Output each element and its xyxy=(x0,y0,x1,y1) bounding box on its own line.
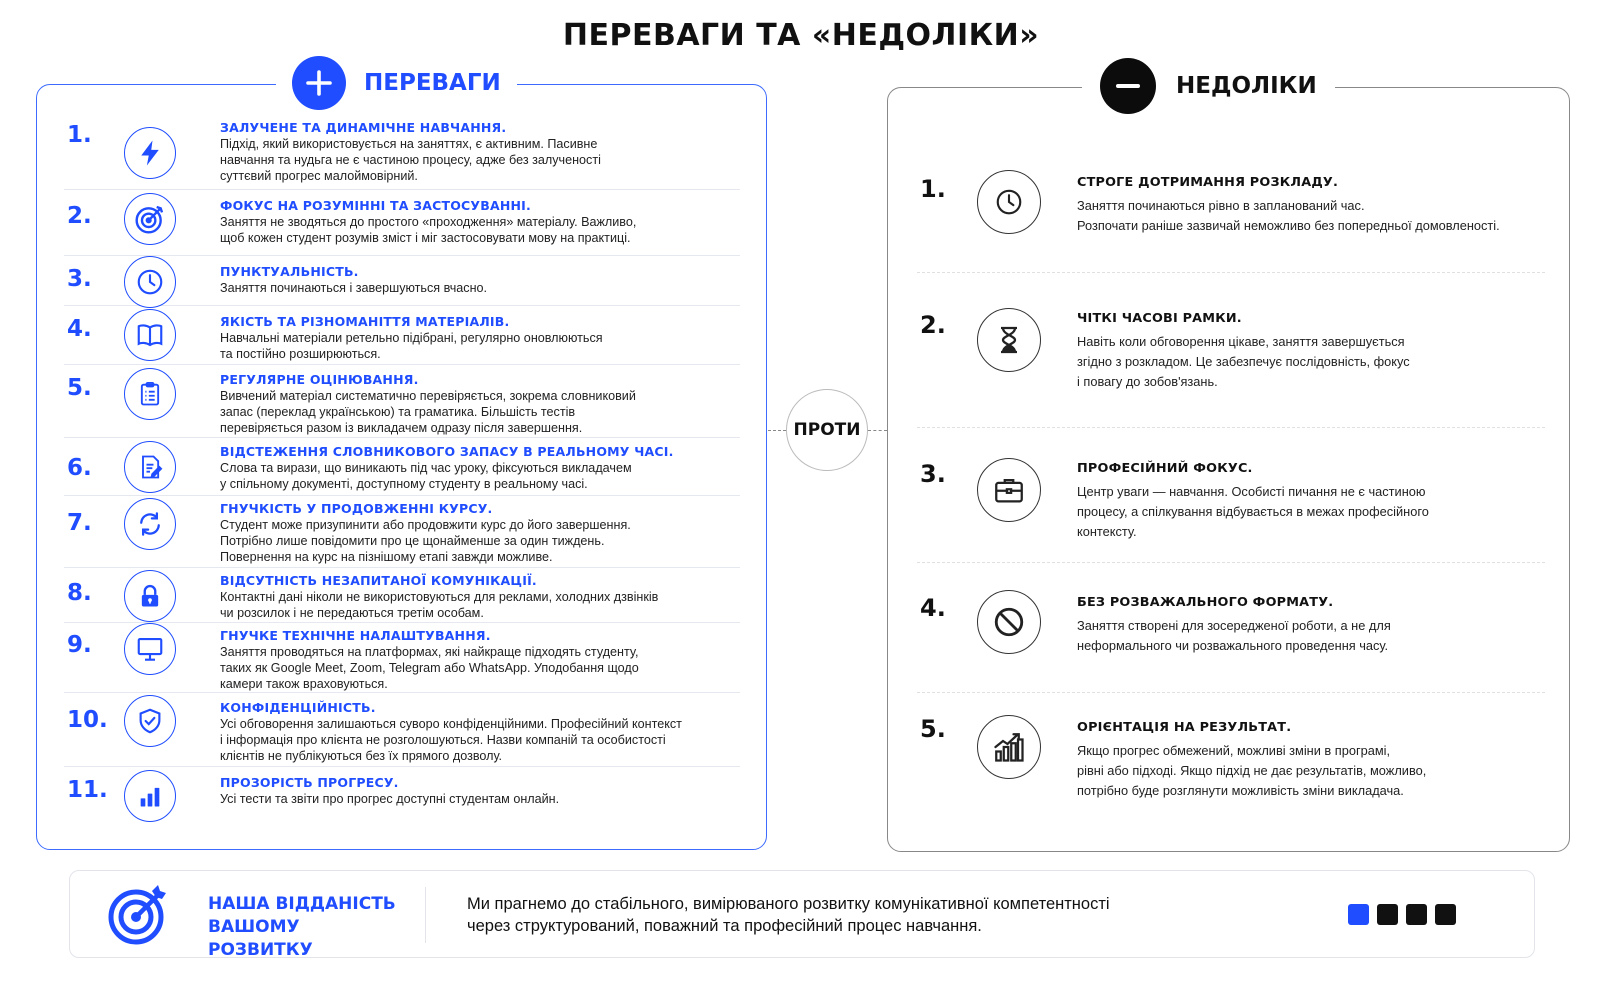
advantage-title: ГНУЧКІСТЬ У ПРОДОВЖЕННІ КУРСУ. xyxy=(220,501,493,516)
disadvantage-item xyxy=(917,170,1547,250)
advantage-desc-line: Заняття не зводяться до простого «проходження» матеріалу. Важливо, xyxy=(220,215,637,229)
disadvantage-item xyxy=(917,715,1547,798)
advantage-desc-line: та постійно розширюються. xyxy=(220,347,381,361)
advantage-title: РЕГУЛЯРНЕ ОЦІНЮВАННЯ. xyxy=(220,372,419,387)
advantage-desc-line: перевіряється разом із викладачем одразу після завершення. xyxy=(220,421,583,435)
advantage-number: 9. xyxy=(67,632,92,658)
advantage-desc-line: Навчальні матеріали ретельно підібрані, регулярно оновлюються xyxy=(220,331,603,345)
advantage-desc-line: суттєвий прогрес малоймовірний. xyxy=(220,169,418,183)
advantage-text xyxy=(220,627,740,692)
advantage-desc-line: Вивчений матеріал систематично перевіряється, зокрема словниковий xyxy=(220,389,636,403)
disadvantage-number: 5. xyxy=(920,715,946,743)
disadvantage-item xyxy=(917,456,1547,539)
advantage-number: 7. xyxy=(67,510,92,536)
advantage-desc-line: Слова та вирази, що виникають під час уроку, фіксуються викладачем xyxy=(220,461,632,475)
advantage-desc-line: Заняття проводяться на платформах, які найкраще підходять студенту, xyxy=(220,645,639,659)
advantage-title: ВІДСУТНІСТЬ НЕЗАПИТАНОЇ КОМУНІКАЦІЇ. xyxy=(220,573,537,588)
advantages-header xyxy=(276,55,517,111)
disadvantage-text xyxy=(1077,460,1547,542)
prohibited-icon xyxy=(977,590,1041,654)
advantage-title: ФОКУС НА РОЗУМІННІ ТА ЗАСТОСУВАННІ. xyxy=(220,198,531,213)
commitment-title-line: НАША ВІДДАНІСТЬ xyxy=(208,894,396,914)
advantage-item xyxy=(64,306,740,365)
advantage-item xyxy=(64,438,740,496)
advantage-desc-line: камери також враховуються. xyxy=(220,677,388,691)
disadvantage-number: 3. xyxy=(920,460,946,488)
advantage-item xyxy=(64,623,740,693)
target-arrow-icon xyxy=(106,883,170,947)
connector-right xyxy=(868,430,887,431)
target-icon xyxy=(124,193,176,245)
advantage-desc-line: щоб кожен студент розумів зміст і міг застосовувати мову на практиці. xyxy=(220,231,631,245)
disadvantage-desc-line: Заняття починаються рівно в запланований час. xyxy=(1077,198,1365,213)
shield-check-icon xyxy=(124,695,176,747)
disadvantage-desc-line: Заняття створені для зосередженої роботи, а не для xyxy=(1077,618,1391,633)
connector-left xyxy=(768,430,786,431)
disadvantages-heading: НЕДОЛІКИ xyxy=(1176,73,1317,99)
book-icon xyxy=(124,309,176,361)
growth-chart-icon xyxy=(977,715,1041,779)
disadvantage-text xyxy=(1077,310,1547,392)
advantage-item xyxy=(64,190,740,256)
disadvantage-separator xyxy=(917,272,1545,273)
disadvantages-header xyxy=(1082,57,1335,115)
advantage-desc-line: Підхід, який використовується на заняттях, є активним. Пасивне xyxy=(220,137,598,151)
advantage-number: 2. xyxy=(67,203,92,229)
disadvantage-title: ЧІТКІ ЧАСОВІ РАМКИ. xyxy=(1077,311,1242,326)
disadvantage-item xyxy=(917,590,1547,670)
advantage-number: 8. xyxy=(67,580,92,606)
advantage-text xyxy=(220,500,740,565)
disadvantage-number: 4. xyxy=(920,594,946,622)
disadvantage-text xyxy=(1077,174,1547,236)
advantage-desc-line: запас (переклад українською) та граматика. Більшість тестів xyxy=(220,405,576,419)
advantage-desc-line: Заняття починаються і завершуються вчасно. xyxy=(220,281,488,295)
advantage-title: ПУНКТУАЛЬНІСТЬ. xyxy=(220,264,359,279)
disadvantage-desc-line: процесу, а спілкування відбувається в межах професійного xyxy=(1077,504,1429,519)
advantage-desc-line: Контактні дані ніколи не використовуються для реклами, холодних дзвінків xyxy=(220,590,659,604)
footer-divider xyxy=(425,887,426,943)
document-edit-icon xyxy=(124,441,176,493)
advantage-number: 3. xyxy=(67,266,92,292)
advantage-desc-line: Усі обговорення залишаються суворо конфіденційними. Професійний контекст xyxy=(220,717,682,731)
slide-indicator xyxy=(1348,904,1456,925)
advantage-title: КОНФІДЕНЦІЙНІСТЬ. xyxy=(220,700,376,715)
clock-icon xyxy=(977,170,1041,234)
disadvantage-desc-line: згідно з розкладом. Це забезпечує послідовність, фокус xyxy=(1077,354,1410,369)
disadvantage-number: 1. xyxy=(920,175,946,203)
disadvantage-item xyxy=(917,306,1547,389)
advantage-item xyxy=(64,767,740,825)
advantage-number: 5. xyxy=(67,375,92,401)
advantage-title: ПРОЗОРІСТЬ ПРОГРЕСУ. xyxy=(220,775,399,790)
disadvantage-desc-line: Якщо прогрес обмежений, можливі зміни в програмі, xyxy=(1077,743,1391,758)
advantage-title: ВІДСТЕЖЕННЯ СЛОВНИКОВОГО ЗАПАСУ В РЕАЛЬНОМУ ЧАСІ. xyxy=(220,444,674,459)
advantage-item xyxy=(64,365,740,438)
disadvantage-desc-line: потрібно буде розглянути можливість зміни викладача. xyxy=(1077,783,1404,798)
disadvantage-desc-line: Центр уваги — навчання. Особисті пичання не є частиною xyxy=(1077,484,1426,499)
plus-icon xyxy=(292,56,346,110)
indicator-dot xyxy=(1406,904,1427,925)
disadvantage-title: БЕЗ РОЗВАЖАЛЬНОГО ФОРМАТУ. xyxy=(1077,595,1334,610)
advantage-text xyxy=(220,263,740,296)
disadvantage-separator xyxy=(917,562,1545,563)
advantage-desc-line: Усі тести та звіти про прогрес доступні студентам онлайн. xyxy=(220,792,560,806)
advantage-desc-line: у спільному документі, доступному студенту в реальному часі. xyxy=(220,477,588,491)
advantage-desc-line: клієнтів не публікуються без їх прямого дозволу. xyxy=(220,749,502,763)
monitor-icon xyxy=(124,623,176,675)
disadvantage-title: СТРОГЕ ДОТРИМАННЯ РОЗКЛАДУ. xyxy=(1077,175,1339,190)
advantage-number: 6. xyxy=(67,455,92,481)
advantage-desc-line: Студент може призупинити або продовжити курс до його завершення. xyxy=(220,518,631,532)
advantage-number: 1. xyxy=(67,122,92,148)
advantage-desc-line: Повернення на курс на пізнішому етапі завжди можливе. xyxy=(220,550,553,564)
advantage-number: 10. xyxy=(67,707,108,733)
commitment-text-line: Ми прагнемо до стабільного, вимірюваного розвитку комунікативної компетентності xyxy=(467,895,1110,913)
advantage-title: ГНУЧКЕ ТЕХНІЧНЕ НАЛАШТУВАННЯ. xyxy=(220,628,491,643)
page-title: ПЕРЕВАГИ ТА «НЕДОЛІКИ» xyxy=(562,18,1040,53)
indicator-dot xyxy=(1435,904,1456,925)
advantage-number: 11. xyxy=(67,777,108,803)
disadvantage-text xyxy=(1077,594,1547,656)
disadvantage-separator xyxy=(917,427,1545,428)
disadvantage-text xyxy=(1077,719,1547,801)
disadvantage-separator xyxy=(917,692,1545,693)
commitment-text-line: через структурований, поважний та професійний процес навчання. xyxy=(467,917,982,935)
advantage-text xyxy=(220,119,740,184)
advantage-text xyxy=(220,443,740,492)
advantage-item xyxy=(64,693,740,767)
commitment-title xyxy=(208,893,408,962)
refresh-icon xyxy=(124,498,176,550)
disadvantage-desc-line: неформального чи розважального проведення часу. xyxy=(1077,638,1389,653)
disadvantage-title: ОРІЄНТАЦІЯ НА РЕЗУЛЬТАТ. xyxy=(1077,720,1292,735)
disadvantage-desc-line: рівні або підході. Якщо підхід не дає результатів, можливо, xyxy=(1077,763,1427,778)
clipboard-icon xyxy=(124,368,176,420)
advantage-text xyxy=(220,371,740,436)
advantage-desc-line: таких як Google Meet, Zoom, Telegram або WhatsApp. Уподобання щодо xyxy=(220,661,639,675)
advantage-item xyxy=(64,112,740,190)
advantages-heading: ПЕРЕВАГИ xyxy=(364,70,501,96)
minus-icon xyxy=(1100,58,1156,114)
lightning-icon xyxy=(124,127,176,179)
hourglass-icon xyxy=(977,308,1041,372)
advantage-item xyxy=(64,568,740,623)
disadvantage-desc-line: контексту. xyxy=(1077,524,1137,539)
indicator-dot xyxy=(1348,904,1369,925)
advantage-item xyxy=(64,496,740,568)
advantage-number: 4. xyxy=(67,316,92,342)
commitment-title-line: ВАШОМУ РОЗВИТКУ xyxy=(208,917,313,960)
advantage-text xyxy=(220,197,740,246)
commitment-footer xyxy=(69,870,1535,958)
clock-icon xyxy=(124,256,176,308)
advantage-text xyxy=(220,313,740,362)
advantage-desc-line: Потрібно лише повідомити про це щонайменше за один тиждень. xyxy=(220,534,605,548)
disadvantage-number: 2. xyxy=(920,311,946,339)
disadvantage-title: ПРОФЕСІЙНИЙ ФОКУС. xyxy=(1077,461,1253,476)
advantage-text xyxy=(220,572,740,621)
disadvantage-desc-line: і повагу до зобов'язань. xyxy=(1077,374,1218,389)
advantage-desc-line: чи розсилок і не передаються третім особам. xyxy=(220,606,484,620)
advantage-desc-line: навчання та нудьга не є частиною процесу, адже без залученості xyxy=(220,153,601,167)
advantage-item xyxy=(64,256,740,306)
advantage-desc-line: і інформація про клієнта не розголошуються. Назви компаній та особистості xyxy=(220,733,666,747)
versus-badge: ПРОТИ xyxy=(786,389,868,471)
advantage-title: ЯКІСТЬ ТА РІЗНОМАНІТТЯ МАТЕРІАЛІВ. xyxy=(220,314,510,329)
advantage-text xyxy=(220,774,740,807)
briefcase-icon xyxy=(977,458,1041,522)
advantage-text xyxy=(220,699,740,764)
lock-icon xyxy=(124,570,176,622)
commitment-text xyxy=(467,893,1227,937)
advantage-title: ЗАЛУЧЕНЕ ТА ДИНАМІЧНЕ НАВЧАННЯ. xyxy=(220,120,507,135)
disadvantage-desc-line: Розпочати раніше зазвичай неможливо без попередньої домовленості. xyxy=(1077,218,1500,233)
disadvantage-desc-line: Навіть коли обговорення цікаве, заняття завершується xyxy=(1077,334,1405,349)
bar-chart-icon xyxy=(124,770,176,822)
indicator-dot xyxy=(1377,904,1398,925)
